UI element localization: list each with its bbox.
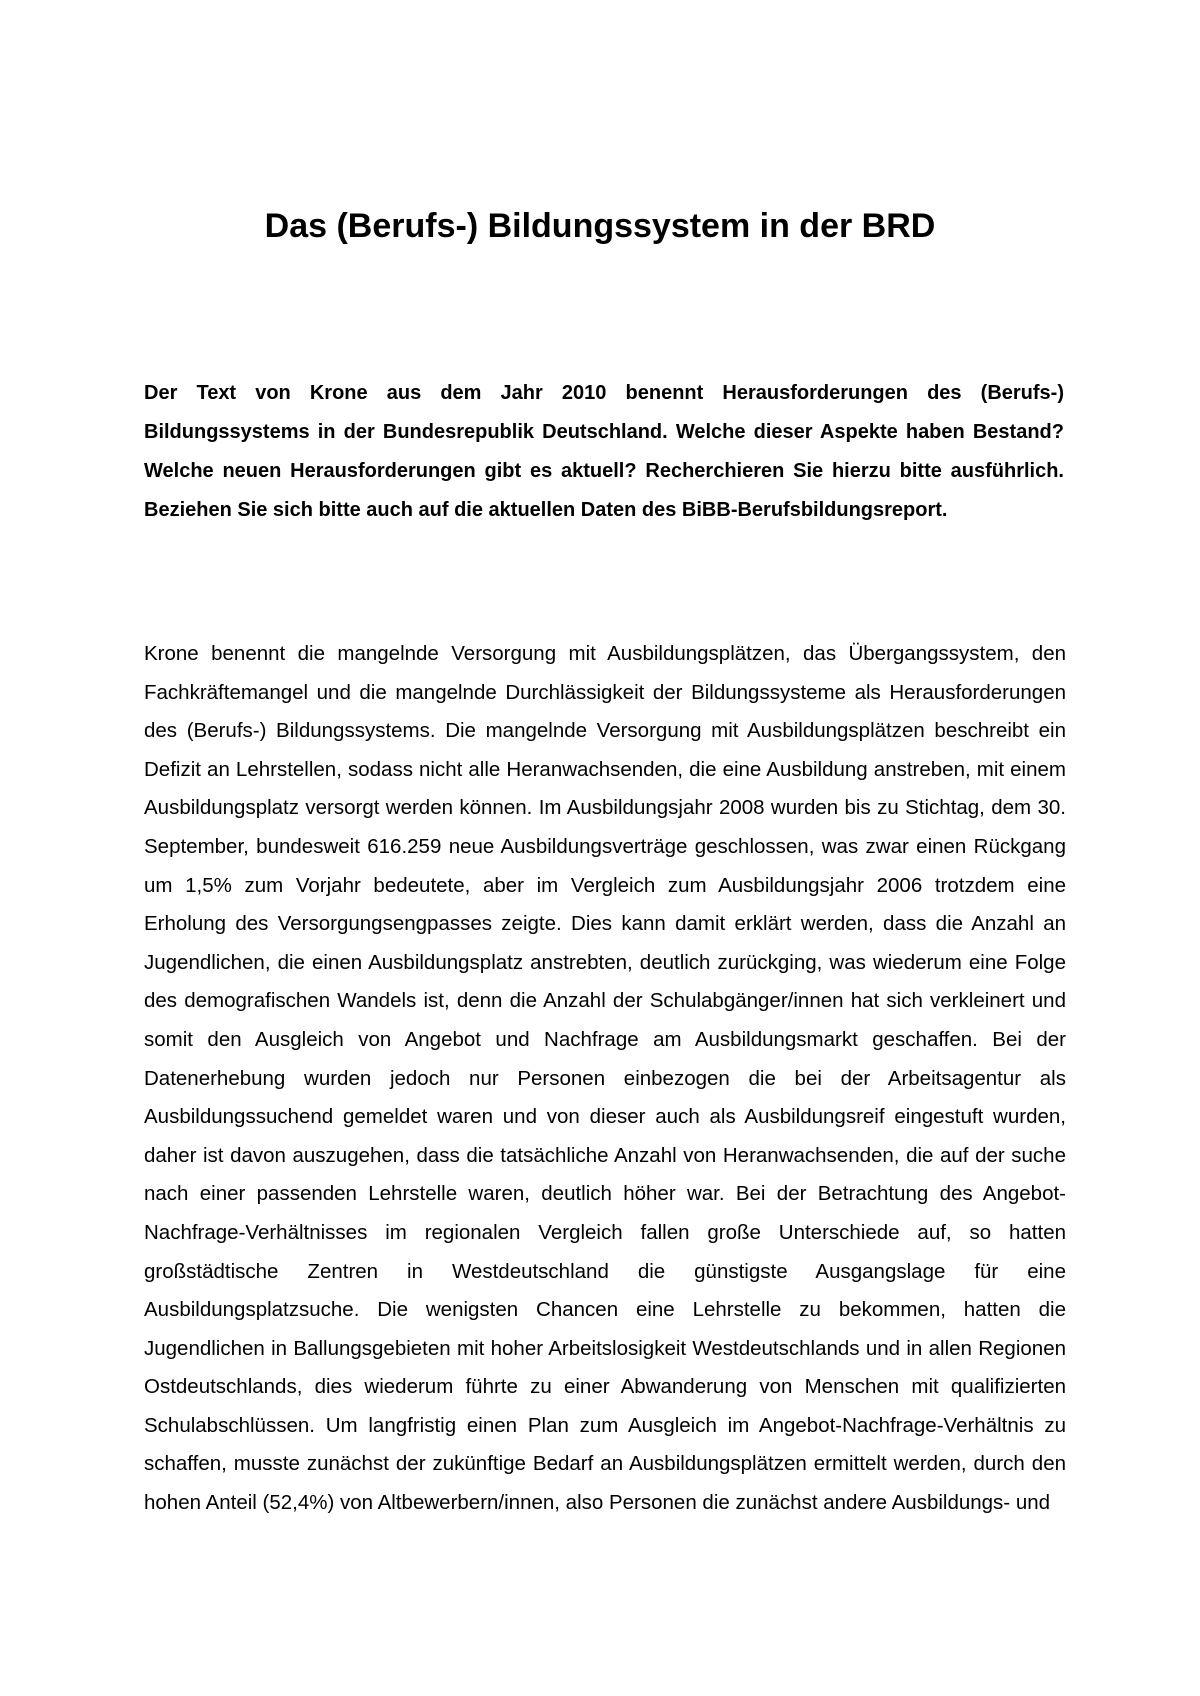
- document-title: Das (Berufs-) Bildungssystem in der BRD: [264, 207, 936, 245]
- body-paragraph: Krone benennt die mangelnde Versorgung mit Ausbildungsplätzen, das Übergangssystem, den Fachkräftemangel und die mangelnde Durchlässigkeit der Bildungssysteme als Herausforderungen des (Berufs-) Bildungssystems. Die mangelnde Versorgung mit Ausbildungsplätzen beschreibt ein Defizit an Lehrstellen, sodass nicht alle Heranwachsenden, die eine Ausbildung anstreben, mit einem Ausbildungsplatz versorgt werden können. Im Ausbildungsjahr 2008 wurden bis zu Stichtag, dem 30. September, bundesweit 616.259 neue Ausbildungsverträge geschlossen, was zwar einen Rückgang um 1,5% zum Vorjahr bedeutete, aber im Vergleich zum Ausbildungsjahr 2006 trotzdem eine Erholung des Versorgungsengpasses zeigte. Dies kann damit erklärt werden, dass die Anzahl an Jugendlichen, die einen Ausbildungsplatz anstrebten, deutlich zurückging, was wiederum eine Folge des demografischen Wandels ist, denn die Anzahl der Schulabgänger/innen hat sich verkleinert und somit den Ausgleich von Angebot und Nachfrage am Ausbildungsmarkt geschaffen. Bei der Datenerhebung wurden jedoch nur Personen einbezogen die bei der Arbeitsagentur als Ausbildungssuchend gemeldet waren und von dieser auch als Ausbildungsreif eingestuft wurden, daher ist davon auszugehen, dass die tatsächliche Anzahl von Heranwachsenden, die auf der suche nach einer passenden Lehrstelle waren, deutlich höher war. Bei der Betrachtung des Angebot-Nachfrage-Verhältnisses im regionalen Vergleich fallen große Unterschiede auf, so hatten großstädtische Zentren in Westdeutschland die günstigste Ausgangslage für eine Ausbildungsplatzsuche. Die wenigsten Chancen eine Lehrstelle zu bekommen, hatten die Jugendlichen in Ballungsgebieten mit hoher Arbeitslosigkeit Westdeutschlands und in allen Regionen Ostdeutschlands, dies wiederum führte zu einer Abwanderung von Menschen mit qualifizierten Schulabschlüssen. Um langfristig einen Plan zum Ausgleich im Angebot-Nachfrage-Verhältnis zu schaffen, musste zunächst der zukünftige Bedarf an Ausbildungsplätzen ermittelt werden, durch den hohen Anteil (52,4%) von Altbewerbern/innen, also Personen die zunächst andere Ausbildungs- und: [144, 642, 1066, 1515]
- task-paragraph: Der Text von Krone aus dem Jahr 2010 benennt Herausforderungen des (Berufs-) Bildungssystems in der Bundesrepublik Deutschland. Welche dieser Aspekte haben Bestand? Welche neuen Herausforderungen gibt es aktuell? Recherchieren Sie hierzu bitte ausführlich. Beziehen Sie sich bitte auch auf die aktuellen Daten des BiBB-Berufsbildungsreport.: [144, 382, 1064, 521]
